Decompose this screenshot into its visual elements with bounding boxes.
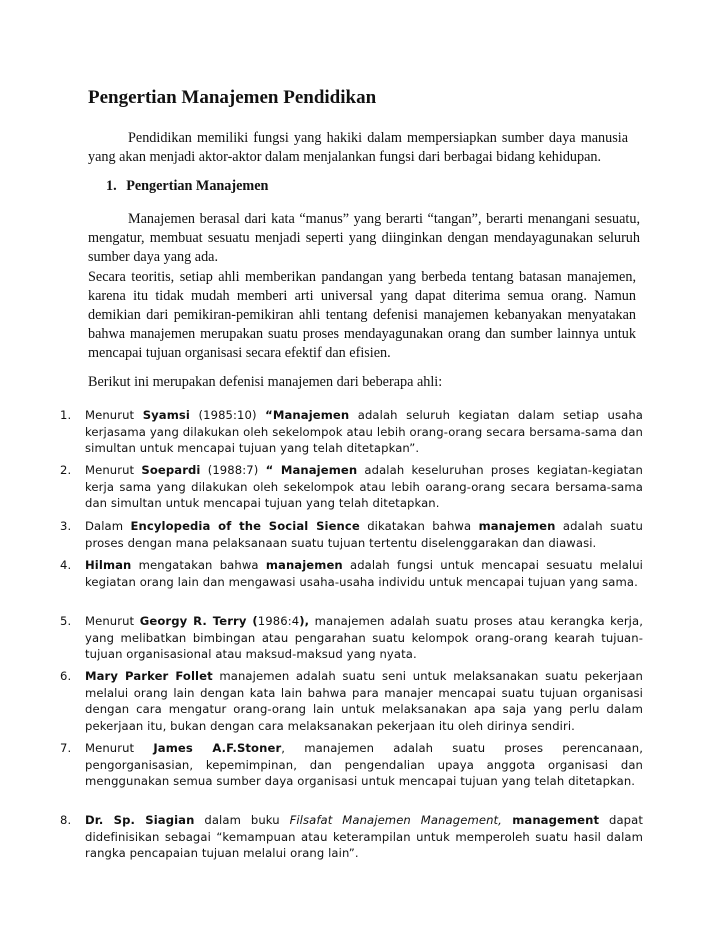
list-number: 5.	[60, 614, 72, 628]
author-name: James A.F.Stoner	[153, 741, 282, 755]
keyword: management	[501, 813, 600, 827]
list-item: Menurut Georgy R. Terry (1986:4), manajemen adalah suatu proses atau kerangka kerja, yang melibatkan bimbingan atau pengarahan suatu kelompok orang-orang kearah tujuan-tujuan organisasional atau maksud-maksud yang nyata.	[85, 614, 643, 662]
keyword: Manajemen	[272, 408, 350, 422]
paragraph-definition: Manajemen berasal dari kata “manus” yang berarti “tangan”, berarti menangani sesuatu, mengatur, membuat sesuatu menjadi seperti yang diinginkan dengan mendayagunakan seluruh sumber daya yang ada.	[88, 211, 640, 265]
author-name: Hilman	[85, 558, 132, 572]
list-item: Mary Parker Follet manajemen adalah suatu seni untuk melaksanakan suatu pekerjaan melalui orang lain dengan kata lain bahwa para manajer mencapai suatu tujuan organisasi dengan cara mengatur orang-orang lain untuk melaksanakan apa saja yang perlu dalam pekerjaan itu, bukan dengan cara melaksanakan pekerjaan itu oleh dirinya sendiri.	[85, 669, 644, 734]
section-title: Pengertian Manajemen	[126, 178, 269, 194]
book-title: Filsafat Manajemen Management,	[289, 813, 502, 827]
list-item: Hilman mengatakan bahwa manajemen adalah fungsi untuk mencapai sesuatu melalui kegiatan orang lain dan mengawasi usaha-usaha individu untuk mencapai tujuan yang sama.	[85, 558, 643, 589]
author-name: Georgy R. Terry (	[139, 614, 258, 628]
author-name: Encylopedia of the Social Sience	[130, 519, 360, 533]
list-number: 1.	[60, 408, 72, 422]
paragraph-intro-list: Berikut ini merupakan defenisi manajemen dari beberapa ahli:	[88, 374, 443, 390]
list-number: 4.	[60, 558, 72, 572]
paragraph-theory: Secara teoritis, setiap ahli memberikan pandangan yang berbeda tentang batasan manajemen, karena itu tidak mudah memberi arti universal yang dapat diterima semua orang. Namun demikian dari pemikiran-pemikiran ahli tentang defenisi manajemen kebanyakan menyatakan bahwa manajemen merupakan suatu proses mendayagunakan orang dan sumber lainnya untuk mencapai tujuan organisasi secara efektif dan efisien.	[88, 269, 636, 361]
list-number: 8.	[60, 813, 72, 827]
author-name: Dr. Sp. Siagian	[85, 813, 195, 827]
list-number: 2.	[60, 463, 72, 477]
list-item: Dalam Encylopedia of the Social Sience dikatakan bahwa manajemen adalah suatu proses dengan mana pelaksanaan suatu tujuan tertentu diselenggarakan dan diawasi.	[85, 519, 643, 550]
author-name: Mary Parker Follet	[85, 669, 213, 683]
list-item: Menurut James A.F.Stoner, manajemen adalah suatu proses perencanaan, pengorganisasian, kepemimpinan, dan pengendalian upaya anggota organisasi dan menggunakan semua sumber daya organisasi untuk mencapai tujuan yang telah ditetapkan.	[85, 741, 643, 789]
author-name: Soepardi	[141, 463, 201, 477]
keyword: manajemen	[478, 519, 556, 533]
page-title: Pengertian Manajemen Pendidikan	[88, 87, 377, 108]
list-item: Dr. Sp. Siagian dalam buku Filsafat Manajemen Management, management dapat didefinisikan sebagai “kemampuan atau keterampilan untuk memperoleh suatu hasil dalam rangka pencapaian tujuan melalui orang lain”.	[85, 813, 643, 861]
list-number: 6.	[60, 669, 72, 683]
author-name: Syamsi	[142, 408, 190, 422]
list-item: Menurut Syamsi (1985:10) “Manajemen adalah seluruh kegiatan dalam setiap usaha kerjasama yang dilakukan oleh sekelompok atau lebih orang-orang secara bersama-sama dan simultan untuk mencapai tujuan yang telah ditetapkan”.	[85, 408, 643, 456]
list-number: 7.	[60, 741, 72, 755]
section-heading	[106, 177, 268, 196]
list-item: Menurut Soepardi (1988:7) “ Manajemen adalah keseluruhan proses kegiatan-kegiatan kerja sama yang dilakukan oleh sekelompok atau lebih oarang-orang secara bersama-sama dan simultan untuk mencapai tujuan yang telah ditetapkan.	[85, 463, 643, 511]
keyword: manajemen	[265, 558, 343, 572]
keyword: Manajemen	[280, 463, 358, 477]
section-number: 1.	[106, 178, 117, 194]
list-number: 3.	[60, 519, 72, 533]
intro-paragraph: Pendidikan memiliki fungsi yang hakiki dalam mempersiapkan sumber daya manusia yang akan menjadi aktor-aktor dalam menjalankan fungsi dari berbagai bidang kehidupan.	[88, 130, 628, 165]
